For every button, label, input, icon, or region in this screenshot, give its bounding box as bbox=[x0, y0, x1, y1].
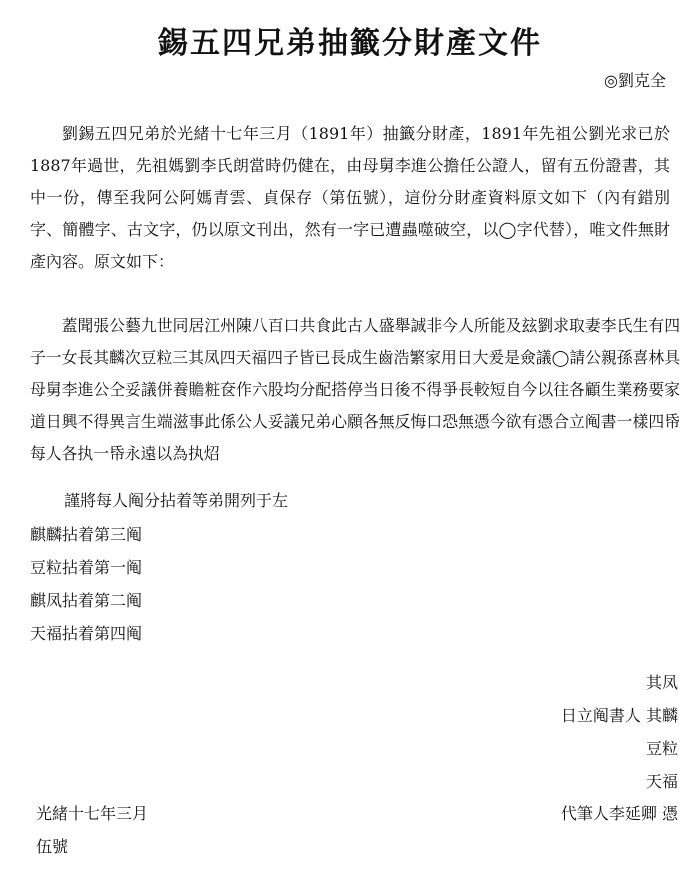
assignment-item: 麒凤拈着第二阄 bbox=[30, 591, 143, 610]
copy-number: 伍號 bbox=[36, 837, 69, 856]
signatory-line: 天福 bbox=[645, 772, 678, 791]
assignment-item: 豆粒拈着第一阄 bbox=[30, 558, 143, 577]
assignment-item: 麒麟拈着第三阄 bbox=[30, 525, 143, 544]
assignment-list-heading: 謹將每人阄分拈着等弟開列于左 bbox=[64, 491, 289, 510]
document-date: 光緒十七年三月 bbox=[36, 804, 149, 823]
original-text-paragraph: 蓋聞張公藝九世同居江州陳八百口共食此古人盛舉誠非今人所能及玆劉求取妻李氏生有四子一女長其麟次豆粒三其凤四天福四子皆已長成生齒浩繁家用日大爰是僉議◯請公親孫喜林具母舅李進公仝妥議併養贍粧奁作六股均分配搭停当日後不得爭長較短自今以往各顧生業務要家道日興不得異言生端滋事此係公人妥議兄弟心願各無反悔口恐無憑今欲有憑合立阄書一樣四帋每人各执一帋永遠以為执炤 bbox=[30, 316, 680, 463]
intro-paragraph: 劉錫五四兄弟於光緒十七年三月（1891年）抽籤分財產，1891年先祖公劉光求已於1887年過世，先祖媽劉李氏朗當時仍健在，由母舅李進公擔任公證人，留有五份證書，其中一份，傳至我阿公阿媽青雲、貞保存（第伍號），這份分財產資料原文如下（內有錯別字、簡體字、古文字，仍以原文刊出，然有一字已遭蟲噬破空，以◯字代替），唯文件無財產內容。原文如下： bbox=[30, 124, 670, 271]
signatory-line: 其凤 bbox=[645, 673, 678, 692]
author-byline: ◎劉克全 bbox=[604, 71, 666, 90]
document-title: 錫五四兄弟抽籤分財產文件 bbox=[158, 26, 542, 61]
signatory-line: 日立阄書人 其麟 bbox=[560, 706, 678, 725]
signatory-line: 豆粒 bbox=[645, 739, 678, 758]
assignment-item: 天福拈着第四阄 bbox=[30, 624, 143, 643]
scribe-line: 代筆人李延卿 憑 bbox=[560, 804, 678, 823]
